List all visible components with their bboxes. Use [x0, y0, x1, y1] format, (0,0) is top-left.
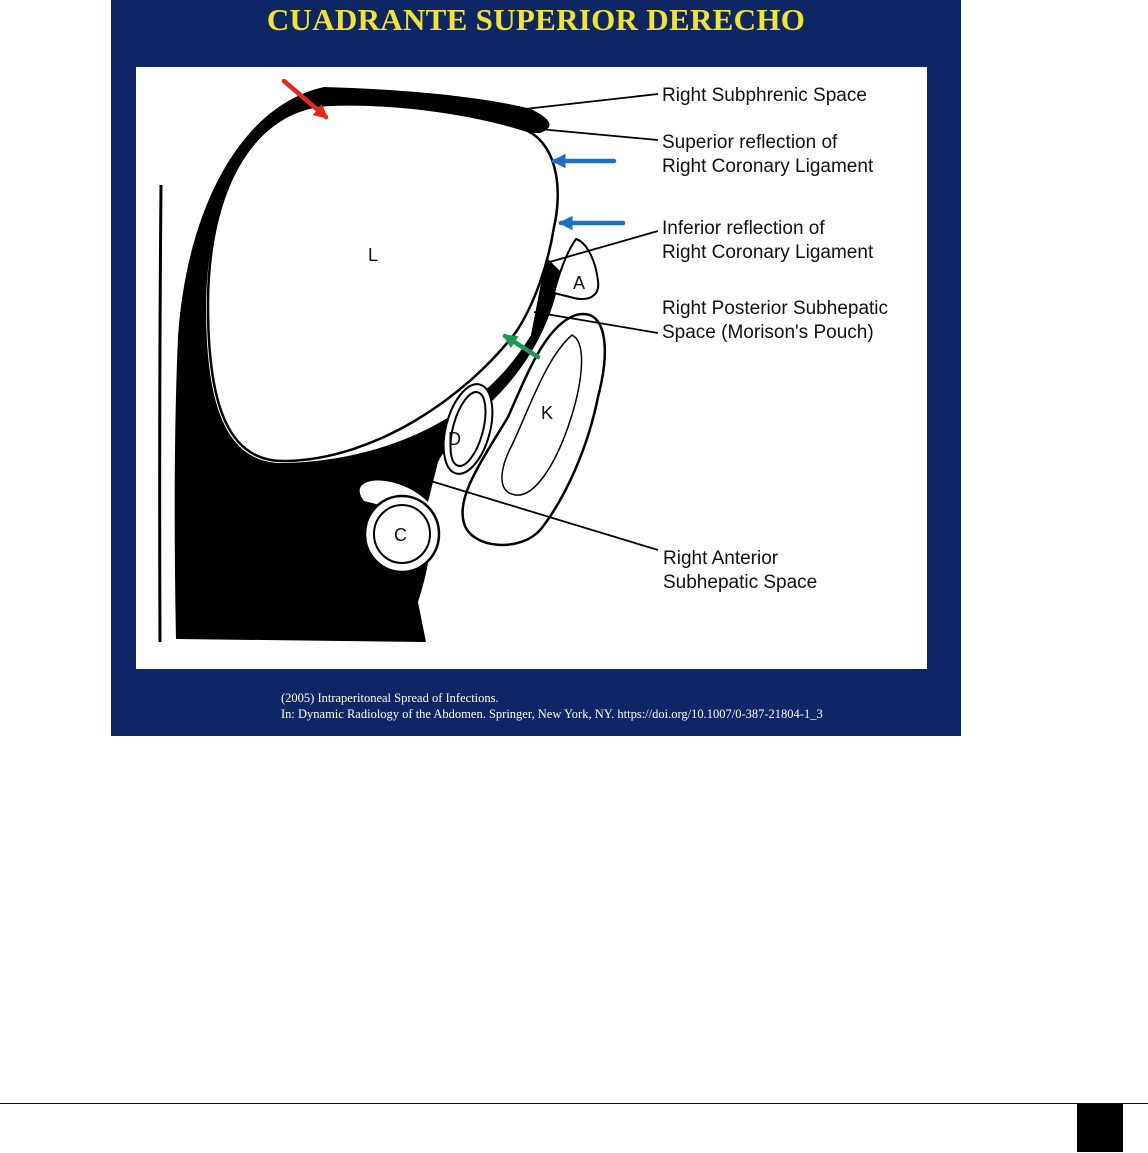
label-superior-reflection-line1: Superior reflection of: [662, 132, 838, 153]
abdominal-wall-line: [160, 185, 161, 642]
liver-shape: [208, 104, 558, 461]
footer-divider: [0, 1103, 1148, 1104]
slide-title: CUADRANTE SUPERIOR DERECHO: [266, 2, 806, 37]
slide: [111, 0, 961, 736]
leader-line-subphrenic: [516, 94, 658, 110]
label-inferior-reflection-line2: Right Coronary Ligament: [662, 242, 874, 263]
label-posterior-subhepatic-line1: Right Posterior Subhepatic: [662, 298, 889, 319]
organ-label-kidney: K: [541, 403, 554, 423]
anatomy-diagram: [136, 67, 927, 669]
label-right-subphrenic-space: Right Subphrenic Space: [662, 85, 867, 106]
organ-label-colon: C: [394, 525, 407, 545]
label-posterior-subhepatic-line2: Space (Morison's Pouch): [662, 322, 874, 343]
citation: [281, 690, 823, 722]
leader-line-inferior-reflection: [546, 231, 658, 263]
organ-label-adrenal: A: [573, 273, 586, 293]
organ-label-duodenum: D: [448, 429, 461, 449]
label-superior-reflection-line2: Right Coronary Ligament: [662, 156, 874, 177]
anatomy-figure: [136, 67, 927, 669]
label-inferior-reflection-line1: Inferior reflection of: [662, 218, 825, 239]
citation-line-1: (2005) Intraperitoneal Spread of Infections.: [281, 691, 499, 705]
label-anterior-subhepatic-line2: Subhepatic Space: [663, 572, 818, 593]
label-anterior-subhepatic-line1: Right Anterior: [663, 548, 779, 569]
page-number-box: [1077, 1104, 1123, 1152]
leader-line-superior-reflection: [539, 129, 658, 140]
citation-line-2: In: Dynamic Radiology of the Abdomen. Springer, New York, NY. https://doi.org/10.1007/0-387-21804-1_3: [281, 707, 823, 721]
organ-label-liver: L: [368, 245, 379, 265]
